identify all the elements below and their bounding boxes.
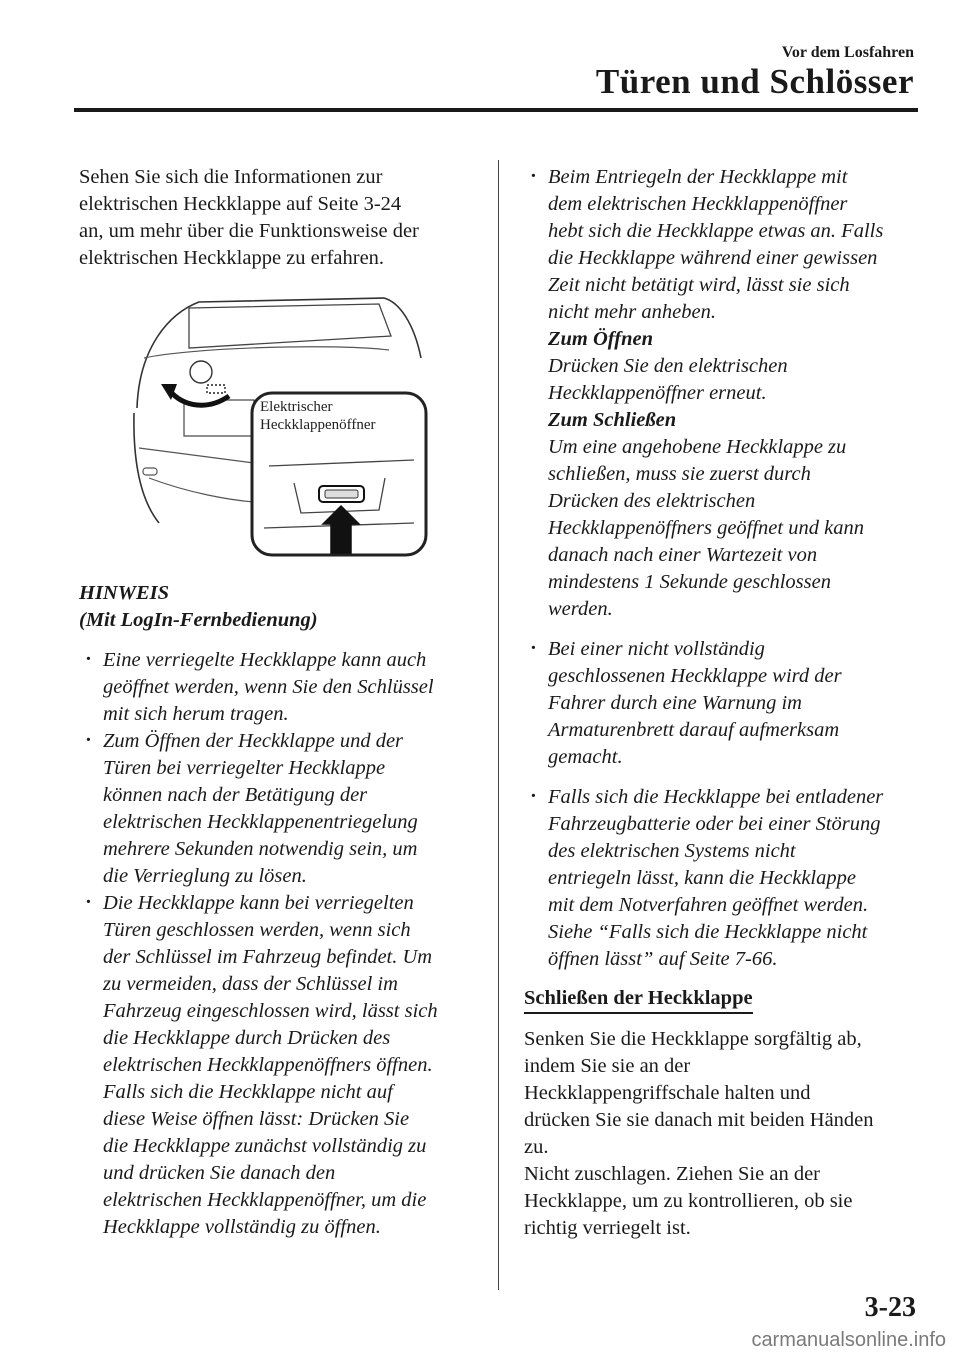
right-column bbox=[524, 164, 924, 1242]
intro-paragraph bbox=[79, 164, 479, 272]
open-text bbox=[524, 353, 924, 407]
note-title: HINWEIS bbox=[79, 582, 170, 604]
bullet-line: elektrischen Heckklappenöffner, um die bbox=[103, 1189, 427, 1211]
list-item bbox=[524, 164, 924, 326]
close-line: danach nach einer Wartezeit von bbox=[548, 544, 818, 566]
bullet-line: geschlossenen Heckklappe wird der bbox=[548, 665, 842, 687]
figure-callout-label bbox=[260, 398, 376, 434]
bullet-line: · Eine verriegelte Heckklappe kann auch bbox=[103, 649, 427, 671]
bullet-line: · Beim Entriegeln der Heckklappe mit bbox=[548, 166, 848, 188]
section-line: richtig verriegelt ist. bbox=[524, 1217, 691, 1239]
note-heading bbox=[79, 580, 479, 634]
watermark: carmanualsonline.info bbox=[751, 1329, 946, 1351]
list-item bbox=[524, 784, 924, 973]
note-subtitle: (Mit LogIn-Fernbedienung) bbox=[79, 609, 318, 631]
bullet-line: · Die Heckklappe kann bei verriegelten bbox=[103, 892, 414, 914]
close-text bbox=[524, 434, 924, 623]
bullet-line: der Schlüssel im Fahrzeug befindet. Um bbox=[103, 946, 433, 968]
bullet-line: die Verrieglung zu lösen. bbox=[103, 865, 307, 887]
column-divider bbox=[498, 160, 499, 1290]
list-item bbox=[524, 636, 924, 771]
bullet-line: Heckklappe vollständig zu öffnen. bbox=[103, 1216, 381, 1238]
section-line: drücken Sie sie danach mit beiden Händen bbox=[524, 1109, 874, 1131]
bullet-line: elektrischen Heckklappenentriegelung bbox=[103, 811, 418, 833]
list-item bbox=[79, 728, 479, 890]
intro-line: Sehen Sie sich die Informationen zur bbox=[79, 166, 383, 188]
close-line: Um eine angehobene Heckklappe zu bbox=[548, 436, 847, 458]
bullet-line: Türen geschlossen werden, wenn sich bbox=[103, 919, 411, 941]
open-line: Drücken Sie den elektrischen bbox=[548, 355, 788, 377]
bullet-line: · Falls sich die Heckklappe bei entladener bbox=[548, 786, 884, 808]
section-line: Senken Sie die Heckklappe sorgfältig ab, bbox=[524, 1028, 862, 1050]
bullet-line: Fahrer durch eine Warnung im bbox=[548, 692, 802, 714]
close-line: werden. bbox=[548, 598, 613, 620]
bullet-line: elektrischen Heckklappenöffners öffnen. bbox=[103, 1054, 433, 1076]
list-item bbox=[79, 890, 479, 1241]
bullet-line: die Heckklappe durch Drücken des bbox=[103, 1027, 391, 1049]
bullet-line: Türen bei verriegelter Heckklappe bbox=[103, 757, 386, 779]
list-item bbox=[79, 647, 479, 728]
bullet-line: öffnen lässt” auf Seite 7-66. bbox=[548, 948, 778, 970]
section-body bbox=[524, 1026, 924, 1242]
close-subheading: Zum Schließen bbox=[548, 409, 677, 431]
page-number: 3-23 bbox=[864, 1292, 916, 1323]
intro-line: an, um mehr über die Funktionsweise der bbox=[79, 220, 419, 242]
section-line: zu. bbox=[524, 1136, 549, 1158]
section-line: Heckklappe, um zu kontrollieren, ob sie bbox=[524, 1190, 853, 1212]
figure-label-line: Heckklappenöffner bbox=[260, 417, 376, 433]
bullet-line: zu vermeiden, dass der Schlüssel im bbox=[103, 973, 398, 995]
header-section-label: Vor dem Losfahren bbox=[781, 44, 914, 61]
bullet-line: Zeit nicht betätigt wird, lässt sie sich bbox=[548, 274, 850, 296]
bullet-line: die Heckklappe während einer gewissen bbox=[548, 247, 878, 269]
bullet-line: können nach der Betätigung der bbox=[103, 784, 368, 806]
bullet-line: Falls sich die Heckklappe nicht auf bbox=[103, 1081, 393, 1103]
bullet-line: die Heckklappe zunächst vollständig zu bbox=[103, 1135, 427, 1157]
left-column bbox=[79, 164, 479, 1241]
section-line: Heckklappengriffschale halten und bbox=[524, 1082, 811, 1104]
section-line: Nicht zuschlagen. Ziehen Sie an der bbox=[524, 1163, 820, 1185]
bullet-line: Armaturenbrett darauf aufmerksam bbox=[548, 719, 840, 741]
bullet-line: mit dem Notverfahren geöffnet werden. bbox=[548, 894, 869, 916]
bullet-line: und drücken Sie danach den bbox=[103, 1162, 336, 1184]
bullet-line: · Bei einer nicht vollständig bbox=[548, 638, 765, 660]
figure-label-line: Elektrischer bbox=[260, 399, 333, 415]
bullet-line: diese Weise öffnen lässt: Drücken Sie bbox=[103, 1108, 410, 1130]
bullet-line: geöffnet werden, wenn Sie den Schlüssel bbox=[103, 676, 434, 698]
bullet-line: des elektrischen Systems nicht bbox=[548, 840, 796, 862]
note-bullets bbox=[79, 647, 479, 1241]
open-line: Heckklappenöffner erneut. bbox=[548, 382, 767, 404]
section-heading: Schließen der Heckklappe bbox=[524, 985, 753, 1014]
bullet-line: dem elektrischen Heckklappenöffner bbox=[548, 193, 848, 215]
bullet-line: Siehe “Falls sich die Heckklappe nicht bbox=[548, 921, 868, 943]
bullet-line: gemacht. bbox=[548, 746, 623, 768]
header-rule bbox=[74, 108, 918, 112]
bullet-line: mehrere Sekunden notwendig sein, um bbox=[103, 838, 418, 860]
bullet-line: Fahrzeug eingeschlossen wird, lässt sich bbox=[103, 1000, 438, 1022]
close-line: schließen, muss sie zuerst durch bbox=[548, 463, 811, 485]
bullet-line: entriegeln lässt, kann die Heckklappe bbox=[548, 867, 856, 889]
page-title: Türen und Schlösser bbox=[595, 62, 914, 101]
close-line: mindestens 1 Sekunde geschlossen bbox=[548, 571, 831, 593]
bullet-line: Fahrzeugbatterie oder bei einer Störung bbox=[548, 813, 881, 835]
bullet-line: nicht mehr anheben. bbox=[548, 301, 716, 323]
open-subheading: Zum Öffnen bbox=[548, 328, 653, 350]
intro-line: elektrischen Heckklappe auf Seite 3-24 bbox=[79, 193, 402, 215]
section-line: indem Sie sie an der bbox=[524, 1055, 691, 1077]
bullet-line: · Zum Öffnen der Heckklappe und der bbox=[103, 730, 404, 752]
tailgate-opener-figure bbox=[129, 288, 429, 558]
close-line: Heckklappenöffners geöffnet und kann bbox=[548, 517, 864, 539]
bullet-line: hebt sich die Heckklappe etwas an. Falls bbox=[548, 220, 884, 242]
intro-line: elektrischen Heckklappe zu erfahren. bbox=[79, 247, 385, 269]
bullet-line: mit sich herum tragen. bbox=[103, 703, 289, 725]
close-line: Drücken des elektrischen bbox=[548, 490, 756, 512]
